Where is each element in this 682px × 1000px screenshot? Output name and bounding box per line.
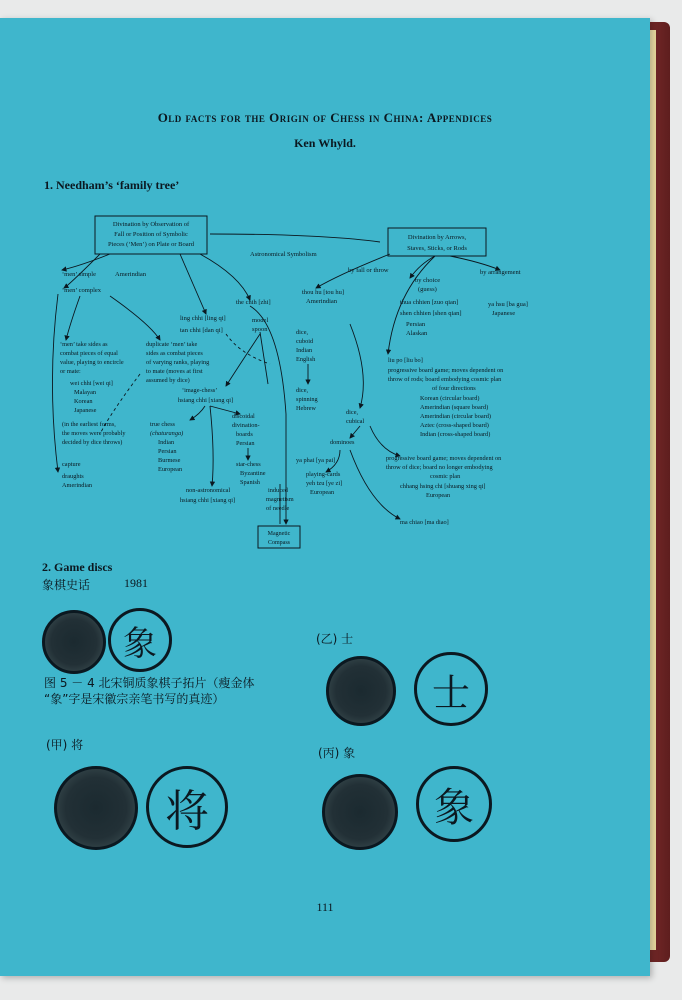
by-fall-label: by fall or throw [348,267,389,274]
list-right-4: Aztec (cross-shaped board) [420,422,489,429]
section-heading-game-discs: 2. Game discs [42,560,113,574]
box-left-line3: Pieces (‘Men’) on Plate or Board [107,241,195,248]
discoidal-1: discoidal [232,413,255,420]
star-chess-2: Byzantine [240,470,266,477]
indian-1: Indian [296,347,313,354]
list-right-3: Amerindian (circular board) [420,413,491,420]
men-complex-label: ‘men’ complex [62,287,102,294]
prog1-l3: of four directions [432,385,476,392]
dup-l3: of varying ranks, playing [146,359,210,366]
true-chess-6: European [158,466,183,473]
dominoes: dominoes [330,439,355,446]
list-right-1: Korean (circular board) [420,395,480,402]
image-chess: ‘image-chess’ [182,387,218,394]
box-left-line2: Fall or Position of Symbolic [114,231,188,238]
dup-l1: duplicate ‘men’ take [146,341,198,348]
dup-l2: sides as combat pieces [146,350,203,357]
discoidal-4: Persian [236,440,255,447]
dice-spin-1: dice, [296,387,309,394]
earliest-3: decided by dice throws) [62,439,123,446]
capture: capture [62,461,81,468]
earliest-1: (in the earliest forms, [62,421,116,428]
men-take-l1: ‘men’ take sides as [60,341,108,348]
tan-chhi: tan chhi [dan qi] [180,327,223,334]
publication-year: 1981 [124,576,148,590]
dice-spin-2: spinning [296,396,318,403]
men-simple-label: ‘men’ simple [62,271,96,278]
japanese-1: Japanese [492,310,516,317]
by-arrangement-label: by arrangement [480,269,521,276]
discoidal-2: divination- [232,422,260,429]
ya-hsu: ya hsu [ba gua] [488,301,528,308]
figure-caption-line1: 图 5 － 4 北宋铜质象棋子拓片（瘦金体 [44,676,255,690]
spoon-label: spoon [252,326,268,333]
wei-chhi: wei chhi [wei qi] [70,380,113,387]
malayan: Malayan [74,389,97,396]
prog2-l3: cosmic plan [430,473,461,480]
magnetic-2: Compass [267,540,291,546]
disc-rubbing-shi-image [326,656,396,726]
induced-2: magnetism [266,496,294,503]
section-heading-family-tree: 1. Needham’s ‘family tree’ [44,178,180,192]
family-tree-diagram [40,214,580,564]
european-1: European [426,492,451,499]
disc-char-xiang-1: 象 [123,623,157,664]
english-1: English [296,356,316,363]
amerindian-2: Amerindian [306,298,338,305]
japanese-2: Japanese [74,407,97,414]
chhang-hsing: chhang hsing chi [shuang xing qi] [400,483,486,490]
magnetic-1: Magnetic [267,531,291,537]
page-number: 111 [316,900,334,914]
liu-po: liu po [liu bo] [388,357,423,364]
disc-rubbing-jiang-image [54,766,138,850]
dice-cuboid-2: cuboid [296,338,314,345]
label-yi-shi: (乙) 士 [316,632,354,646]
dup-l5: assumed by dice) [146,377,190,384]
non-astro-1: non-astronomical [186,487,231,494]
list-right-2: Amerindian (square board) [420,404,489,411]
shen-chhien: shen chhien [shen qian] [400,310,462,317]
hebrew: Hebrew [296,405,316,412]
thou-hu: thou hu [tou hu] [302,289,345,296]
true-chess-1: true chess [150,421,176,428]
true-chess-2: (chaturanga) [150,430,184,437]
astro-label: Astronomical Symbolism [250,251,317,258]
men-take-l2: combat pieces of equal [60,350,118,357]
dice-cubical-1: dice, [346,409,359,416]
alaskan: Alaskan [406,330,428,337]
ling-chhi: ling chhi [ling qi] [180,315,226,322]
amerindian-1: Amerindian [115,271,147,278]
discoidal-3: boards [236,431,253,438]
draughts-1: draughts [62,473,84,480]
box-right-line2: Staves, Sticks, or Rods [407,245,467,252]
guess: (guess) [418,286,437,293]
thua-chhien: thua chhien [zuo qian] [400,299,459,306]
book-page [0,18,650,976]
playing-cards-1: playing-cards [306,471,341,478]
star-chess-1: star-chess [236,461,261,468]
dice-cuboid-1: dice, [296,329,309,336]
list-right-5: Indian (cross-shaped board) [420,431,491,438]
disc-char-jiang: 将 [165,786,209,837]
article-author: Ken Whyld. [294,136,356,150]
playing-cards-2: yeh tzu [ye zi] [306,480,343,487]
ma-chiao: ma chiao [ma diao] [400,519,449,526]
dice-cubical-2: cubical [346,418,365,425]
non-astro-2: hsiang chhi [xiang qi] [180,497,236,504]
earliest-2: the moves were probably [62,430,126,437]
model-label: model [252,317,269,324]
prog2-l2: throw of dice; board no longer embodying [386,464,493,471]
induced-3: of needle [266,505,290,512]
box-left-line1: Divination by Observation of [112,221,190,228]
prog2-l1: progressive board game; moves dependent on [386,455,502,462]
label-jia-jiang: (甲) 将 [46,738,84,752]
induced-1: induced [268,487,288,494]
men-take-l4: or mate: [60,368,81,375]
men-take-l3: value, playing to encircle [60,359,124,366]
label-bing-xiang: (丙) 象 [318,746,356,760]
figure-caption-line2: “象”字是宋徽宗亲笔书写的真迹） [44,692,225,706]
prog1-l2: throw of rods; board embodying cosmic plan [388,376,502,383]
dup-l4: to mate (moves at first [146,368,203,375]
true-chess-4: Persian [158,448,177,455]
persian-1: Persian [406,321,426,328]
playing-cards-3: European [310,489,335,496]
disc-rubbing-elephant-image [42,610,106,674]
true-chess-3: Indian [158,439,175,446]
korean-1: Korean [74,398,93,405]
disc-rubbing-elephant-2 [322,774,398,850]
star-chess-3: Spanish [240,479,260,486]
disc-char-shi: 士 [431,670,470,715]
the-chih: the chih [zhi] [236,299,271,306]
book-subtitle-chinese: 象棋史话 [42,578,91,592]
by-choice: by choice [415,277,441,284]
ya-phai: ya phai [ya pai] [296,457,336,464]
disc-char-xiang-2: 象 [434,784,474,831]
draughts-2: Amerindian [62,482,93,489]
prog1-l1: progressive board game; moves dependent on [388,367,504,374]
article-title: Old facts for the Origin of Chess in China: Appendices [157,110,493,125]
box-right-line1: Divination by Arrows, [407,234,467,241]
hsiang-chhi-1: hsiang chhi [xiang qi] [178,397,234,404]
true-chess-5: Burmese [158,457,181,464]
